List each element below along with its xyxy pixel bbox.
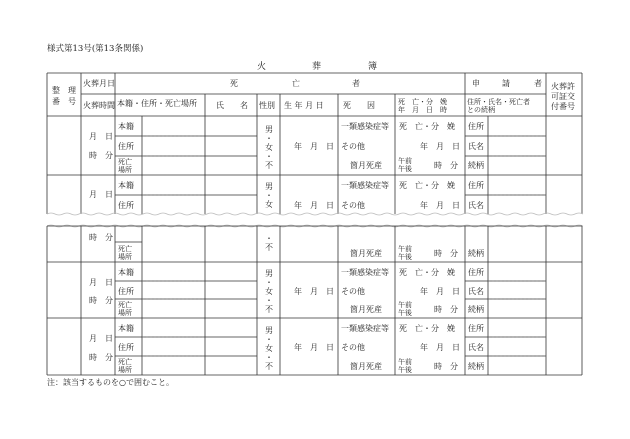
header-shibosha-3: 者 [352,79,360,88]
row3-sex: 男 ・ 女 ・ 不 [265,269,273,314]
row4-month-day: 月 日 [89,334,113,343]
row2-am: 午前 [398,245,412,253]
row3-jusho: 住所 [118,287,134,296]
row2-pm: 午後 [398,253,412,261]
row2-sex-top: 男 ・ 女 [265,182,273,209]
row1-dd3: 時 分 [434,161,458,170]
row1-cause2: その他 [341,142,365,151]
header-seiri-1: 整 理 [52,86,76,95]
header-permit-2: 可証交 [551,92,575,101]
row4-dd1: 死 亡・分 娩 [399,324,455,333]
row3-shibo-1: 死亡 [118,301,132,309]
row4-dd3: 時 分 [434,362,458,371]
row3-honseki: 本籍 [118,268,134,277]
row3-month-day: 月 日 [89,278,113,287]
row4-am: 午前 [398,358,412,366]
row4-dd2: 年 月 日 [420,343,460,352]
row1-am: 午前 [398,157,412,165]
row2-shibo-1: 死亡 [118,245,132,253]
header-death-1: 死 亡・分 娩 [398,98,447,106]
row3-birth: 年 月 日 [294,287,334,296]
row1-dd2: 年 月 日 [420,142,460,151]
row1-sex: 男 ・ 女 ・ 不 [265,125,273,170]
row4-jusho: 住所 [118,343,134,352]
row2-cause3: 箇月死産 [350,249,382,258]
row3-dd3: 時 分 [434,305,458,314]
header-sex: 性別 [259,101,275,110]
row2-month-day: 月 日 [89,190,113,199]
row2-jusho: 住所 [118,201,134,210]
row1-hour-min: 時 分 [89,151,113,160]
row2-dd1: 死 亡・分 娩 [399,181,455,190]
row3-cause3: 箇月死産 [350,305,382,314]
row1-ap3: 続柄 [468,161,484,170]
header-cause: 死 因 [343,101,375,110]
row4-shibo-2: 場所 [118,366,132,374]
row1-birth: 年 月 日 [294,142,334,151]
row4-cause3: 箇月死産 [350,362,382,371]
row4-cause1: 一類感染症等 [341,324,389,333]
row2-hour-min: 時 分 [89,233,113,242]
row3-pm: 午後 [398,309,412,317]
row2-ap3: 続柄 [468,249,484,258]
row2-sex-bottom: ・ 不 [265,234,273,252]
row3-ap1: 住所 [468,268,484,277]
title-char-3: 簿 [368,62,378,72]
row1-honseki: 本籍 [118,122,134,131]
row1-shibo-2: 場所 [118,166,132,174]
row2-ap1: 住所 [468,181,484,190]
row3-cause2: その他 [341,287,365,296]
header-shibosha-2: 亡 [292,79,300,88]
row4-ap2: 氏名 [468,343,484,352]
row3-ap2: 氏名 [468,287,484,296]
header-kaso-time: 火葬時間 [83,101,115,110]
header-permit-1: 火葬許 [551,82,575,91]
row4-pm: 午後 [398,366,412,374]
row1-shibo-1: 死亡 [118,158,132,166]
row2-shibo-2: 場所 [118,253,132,261]
header-kaso-date: 火葬月日 [83,79,115,88]
row3-am: 午前 [398,301,412,309]
header-shimei: 氏 名 [216,101,248,110]
row2-dd3: 時 分 [434,249,458,258]
row4-shibo-1: 死亡 [118,358,132,366]
header-shibosha-1: 死 [230,79,238,88]
row1-month-day: 月 日 [89,132,113,141]
header-shinsei-2: 請 [502,79,510,88]
row1-pm: 午後 [398,165,412,173]
row4-ap1: 住所 [468,324,484,333]
row1-cause3: 箇月死産 [350,161,382,170]
header-seiri-2: 番 号 [52,97,76,106]
header-birth: 生 年 月 日 [284,101,324,110]
row4-hour-min: 時 分 [89,353,113,362]
row3-ap3: 続柄 [468,305,484,314]
header-applicant-1: 住所・氏名・死亡者 [467,98,530,106]
row3-shibo-2: 場所 [118,309,132,317]
row1-ap2: 氏名 [468,142,484,151]
row4-cause2: その他 [341,343,365,352]
title-char-1: 火 [257,62,267,72]
row3-dd1: 死 亡・分 娩 [399,268,455,277]
row2-honseki: 本籍 [118,181,134,190]
row2-birth: 年 月 日 [294,201,334,210]
header-death-2: 年 月 日 時 [398,106,447,114]
row2-ap2: 氏名 [468,201,484,210]
row1-cause1: 一類感染症等 [341,122,389,131]
row2-cause2: その他 [341,201,365,210]
row3-hour-min: 時 分 [89,296,113,305]
row2-dd2: 年 月 日 [420,201,460,210]
row1-ap1: 住所 [468,122,484,131]
header-shinsei-3: 者 [534,79,542,88]
header-permit-3: 付番号 [551,102,575,111]
row3-cause1: 一類感染症等 [341,268,389,277]
form-number-label: 様式第13号(第13条関係) [47,44,144,54]
row1-jusho: 住所 [118,142,134,151]
row4-sex: 男 ・ 女 ・ 不 [265,326,273,371]
header-applicant-2: との続柄 [467,106,495,114]
title-char-2: 葬 [312,62,322,72]
row4-ap3: 続柄 [468,362,484,371]
header-shinsei-1: 申 [472,79,480,88]
row3-dd2: 年 月 日 [420,287,460,296]
header-honseki: 本籍・住所・死亡場所 [117,99,197,108]
row2-cause1: 一類感染症等 [341,181,389,190]
row4-honseki: 本籍 [118,324,134,333]
row1-dd1: 死 亡・分 娩 [399,122,455,131]
footnote: 注：該当するものを○で囲むこと。 [47,378,174,387]
row4-birth: 年 月 日 [294,343,334,352]
